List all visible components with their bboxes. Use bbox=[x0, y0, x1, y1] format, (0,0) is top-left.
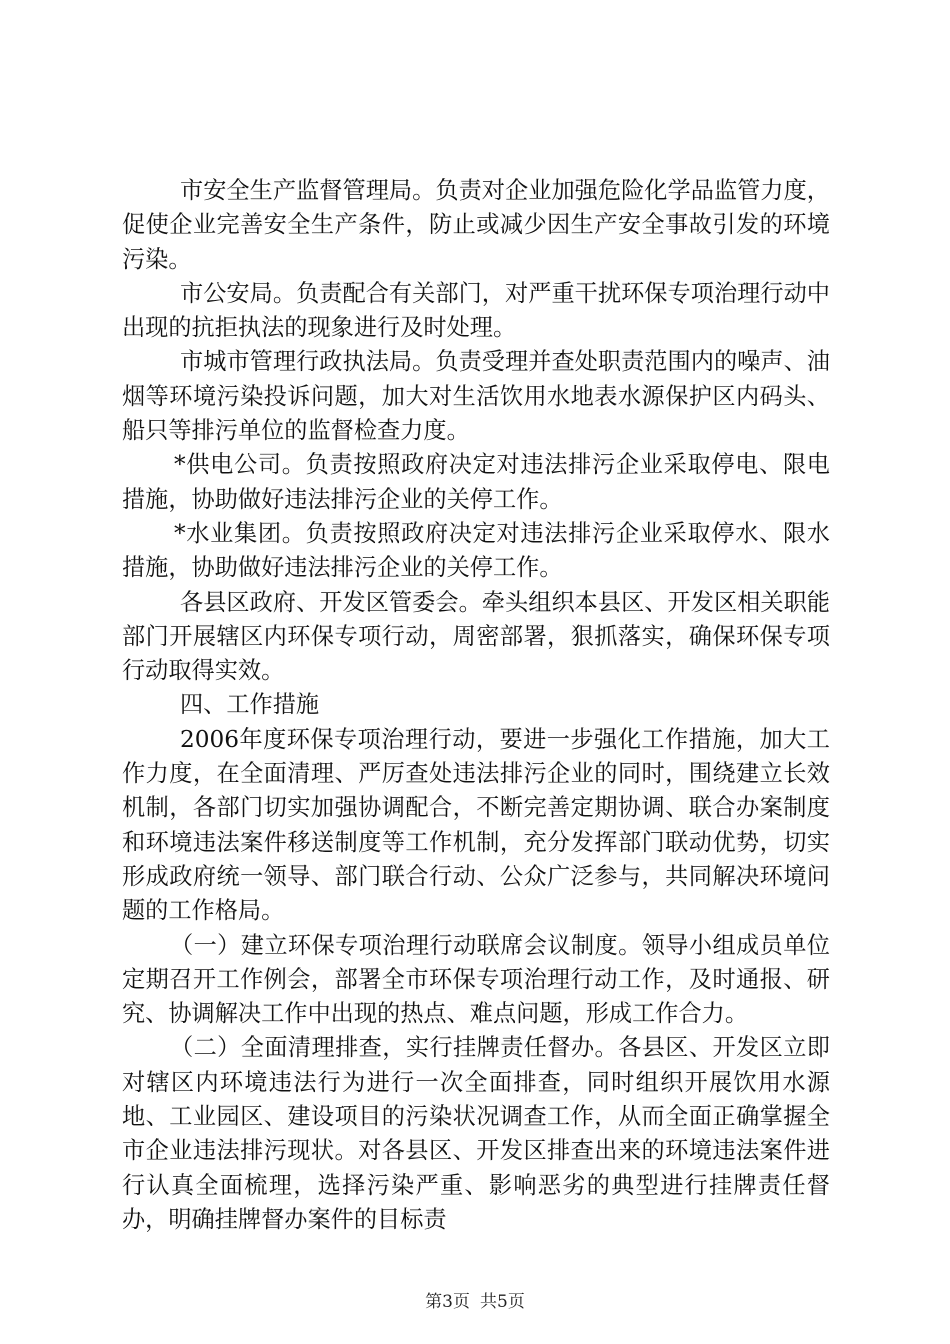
paragraph-public-security: 市公安局。负责配合有关部门，对严重干扰环保专项治理行动中出现的抗拒执法的现象进行及时处理。 bbox=[122, 279, 830, 342]
paragraph-urban-management: 市城市管理行政执法局。负责受理并查处职责范围内的噪声、油烟等环境污染投诉问题，加大对生活饮用水地表水源保护区内码头、船只等排污单位的监督检查力度。 bbox=[122, 348, 830, 445]
paragraph-measure-2: （二）全面清理排查，实行挂牌责任督办。各县区、开发区立即对辖区内环境违法行为进行一次全面排查，同时组织开展饮用水源地、工业园区、建设项目的污染状况调查工作，从而全面正确掌握全市企业违法排污现状。对各县区、开发区排查出来的环境违法案件进行认真全面梳理，选择污染严重、影响恶劣的典型进行挂牌责任督办，明确挂牌督办案件的目标责 bbox=[122, 1034, 830, 1233]
page-total: 共5页 bbox=[480, 1292, 525, 1312]
document-body bbox=[122, 174, 830, 1237]
section-heading-work-measures: 四、工作措施 bbox=[180, 691, 320, 719]
paragraph-water-group: *水业集团。负责按照政府决定对违法排污企业采取停水、限水措施，协助做好违法排污企业的关停工作。 bbox=[122, 519, 830, 582]
paragraph-measure-1: （一）建立环保专项治理行动联席会议制度。领导小组成员单位定期召开工作例会，部署全市环保专项治理行动工作，及时通报、研究、协调解决工作中出现的热点、难点问题，形成工作合力。 bbox=[122, 931, 830, 1028]
page-footer bbox=[0, 1292, 950, 1312]
paragraph-2006-action: 2006年度环保专项治理行动，要进一步强化工作措施，加大工作力度，在全面清理、严厉查处违法排污企业的同时，围绕建立长效机制，各部门切实加强协调配合，不断完善定期协调、联合办案制度和环境违法案件移送制度等工作机制，充分发挥部门联动优势，切实形成政府统一领导、部门联合行动、公众广泛参与，共同解决环境问题的工作格局。 bbox=[122, 725, 830, 925]
paragraph-safety-bureau: 市安全生产监督管理局。负责对企业加强危险化学品监管力度，促使企业完善安全生产条件，防止或减少因生产安全事故引发的环境污染。 bbox=[122, 177, 830, 273]
paragraph-county-governments: 各县区政府、开发区管委会。牵头组织本县区、开发区相关职能部门开展辖区内环保专项行动，周密部署，狠抓落实，确保环保专项行动取得实效。 bbox=[122, 588, 830, 685]
paragraph-power-company: *供电公司。负责按照政府决定对违法排污企业采取停电、限电措施，协助做好违法排污企业的关停工作。 bbox=[122, 451, 830, 513]
page-number: 第3页 bbox=[425, 1292, 470, 1312]
